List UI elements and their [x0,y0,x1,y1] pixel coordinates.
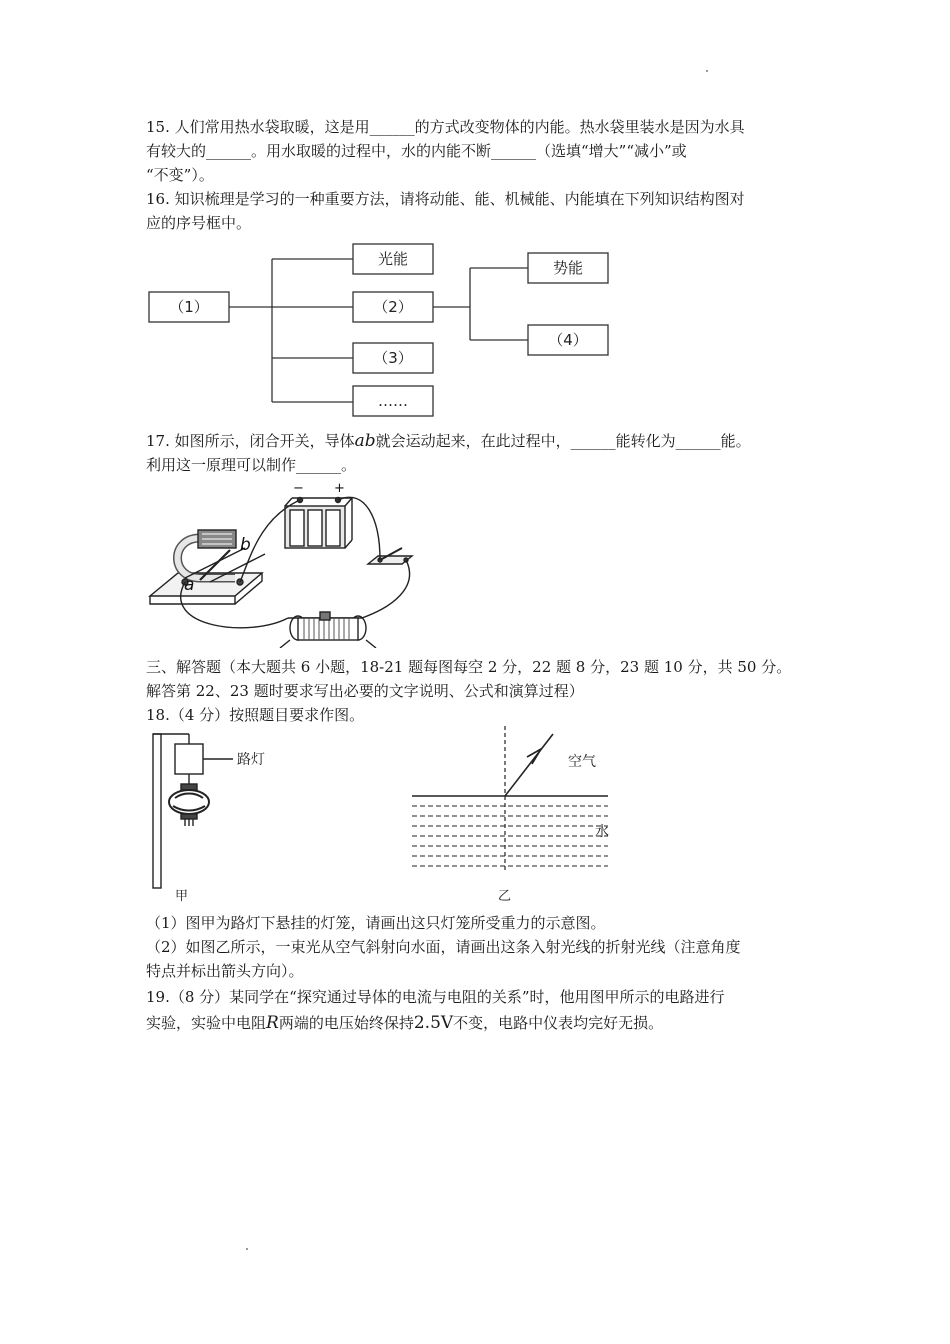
q18-part2-line2: 特点并标出箭头方向）。 [146,962,304,980]
box-light-energy-label: 光能 [377,250,409,268]
figure-yi-caption: 乙 [498,889,512,904]
q15-line2: 有较大的______。用水取暖的过程中，水的内能不断______（选填“增大”“减小”或 [146,142,687,160]
q15-line3: “不变”）。 [146,166,214,184]
q16-line2: 应的序号框中。 [146,214,252,232]
label-a: a [184,575,195,595]
box-1-label: （1） [169,298,209,316]
q17-line1-end: 就会运动起来，在此过程中，______能转化为______能。 [375,432,751,450]
air-label: 空气 [568,754,596,770]
motor-experiment-figure [140,478,450,648]
box-2-label: （2） [373,298,413,316]
q15-line1: 15. 人们常用热水袋取暖，这是用______的方式改变物体的内能。热水袋里装水是因为水具 [146,118,745,136]
conductor-ab-var: ab [354,431,376,451]
resistor-var: R [266,1013,279,1033]
q19-line2-end: 不变，电路中仪表均完好无损。 [453,1014,664,1032]
q16-line1: 16. 知识梳理是学习的一种重要方法，请将动能、能、机械能、内能填在下列知识结构图对 [146,190,745,208]
box-4-label: （4） [548,331,588,349]
section3-line2: 解答第 22、23 题时要求写出必要的文字说明、公式和演算过程） [146,682,584,700]
voltage-value: 2.5V [413,1013,454,1033]
knowledge-structure-diagram [140,236,640,422]
q18-part1: （1）图甲为路灯下悬挂的灯笼，请画出这只灯笼所受重力的示意图。 [146,914,606,932]
q17-line1 [146,430,816,452]
q18-part2-line1: （2）如图乙所示，一束光从空气斜射向水面，请画出这条入射光线的折射光线（注意角度 [146,938,741,956]
q19-line2-start: 实验，实验中电阻 [146,1014,267,1032]
scan-speck [246,1248,248,1250]
q19-line1: 19.（8 分）某同学在“探究通过导体的电流与电阻的关系”时，他用图甲所示的电路进行 [146,988,725,1006]
battery-negative-label: − [293,481,304,496]
battery-positive-label: + [334,481,345,496]
q17-line2: 利用这一原理可以制作______。 [146,456,357,474]
scan-speck [706,70,708,72]
q18-title: 18.（4 分）按照题目要求作图。 [146,706,365,724]
street-lamp-figure [145,728,285,908]
q19-line2 [146,1012,816,1034]
refraction-figure [400,720,640,908]
street-lamp-label: 路灯 [237,752,265,768]
label-b: b [240,535,251,555]
figure-jia-caption: 甲 [175,889,189,904]
q19-line2-mid: 两端的电压始终保持 [278,1014,414,1032]
box-more-label: …… [378,392,408,410]
water-label: 水 [595,824,609,840]
q17-line1-start: 17. 如图所示，闭合开关，导体 [146,432,355,450]
box-3-label: （3） [373,349,413,367]
box-potential-energy-label: 势能 [552,259,584,277]
section3-line1: 三、解答题（本大题共 6 小题，18-21 题每图每空 2 分，22 题 8 分，23 题 10 分，共 50 分。 [146,658,792,676]
